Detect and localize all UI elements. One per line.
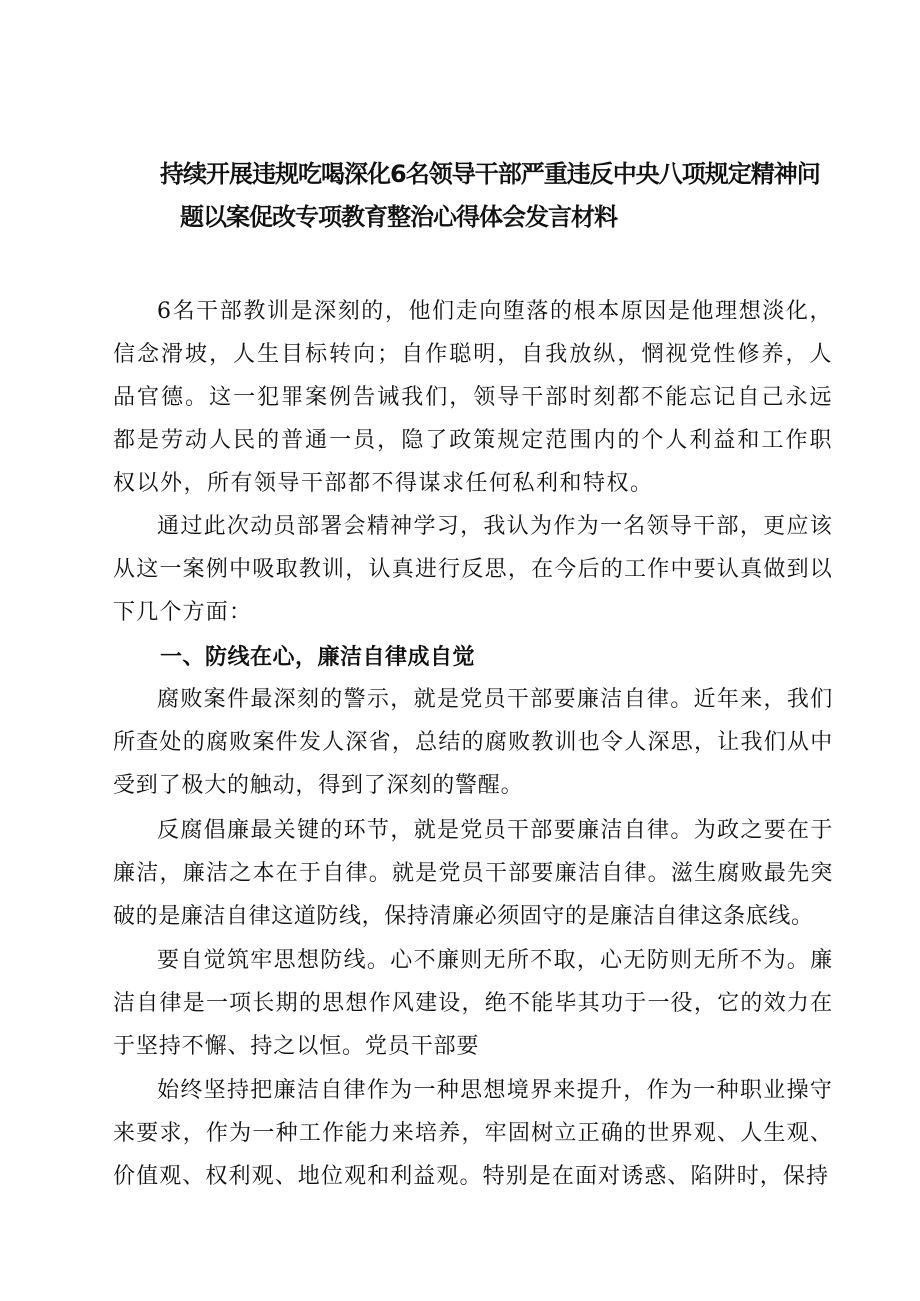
paragraph-5: 要自觉筑牢思想防线。心不廉则无所不取，心无防则无所不为。廉洁自律是一项长期的思想作风建设，绝不能毕其功于一役，它的效力在于坚持不懈、持之以恒。党员干部要 [113, 948, 833, 1059]
document-title-line-2: 题以案促改专项教育整治心得体会发言材料 [180, 203, 617, 231]
paragraph-6: 始终坚持把廉洁自律作为一种思想境界来提升，作为一种职业操守来要求，作为一种工作能力来培养，牢固树立正确的世界观、人生观、价值观、权利观、地位观和利益观。特别是在面对诱惑、陷阱时，保持 [113, 1078, 833, 1189]
paragraph-3: 腐败案件最深刻的警示，就是党员干部要廉洁自律。近年来，我们所查处的腐败案件发人深省，总结的腐败教训也令人深思，让我们从中受到了极大的触动，得到了深刻的警醒。 [113, 687, 833, 798]
paragraph-2: 通过此次动员部署会精神学习，我认为作为一名领导干部，更应该从这一案例中吸取教训，认真进行反思，在今后的工作中要认真做到以下几个方面： [113, 514, 833, 625]
paragraph-1: 6名干部教训是深刻的，他们走向堕落的根本原因是他理想淡化，信念滑坡，人生目标转向；自作聪明，自我放纵，惘视党性修养，人品官德。这一犯罪案例告诫我们，领导干部时刻都不能忘记自己永远都是劳动人民的普通一员，隐了政策规定范围内的个人利益和工作职权以外，所有领导干部都不得谋求任何私利和特权。 [113, 299, 833, 496]
paragraph-4: 反腐倡廉最关键的环节，就是党员干部要廉洁自律。为政之要在于廉洁，廉洁之本在于自律。就是党员干部要廉洁自律。滋生腐败最先突破的是廉洁自律这道防线，保持清廉必须固守的是廉洁自律这条底线。 [113, 818, 833, 929]
section-heading-1: 一、防线在心，廉洁自律成自觉 [160, 645, 476, 670]
document-title-line-1: 持续开展违规吃喝深化6名领导干部严重违反中央八项规定精神问 [160, 160, 820, 188]
